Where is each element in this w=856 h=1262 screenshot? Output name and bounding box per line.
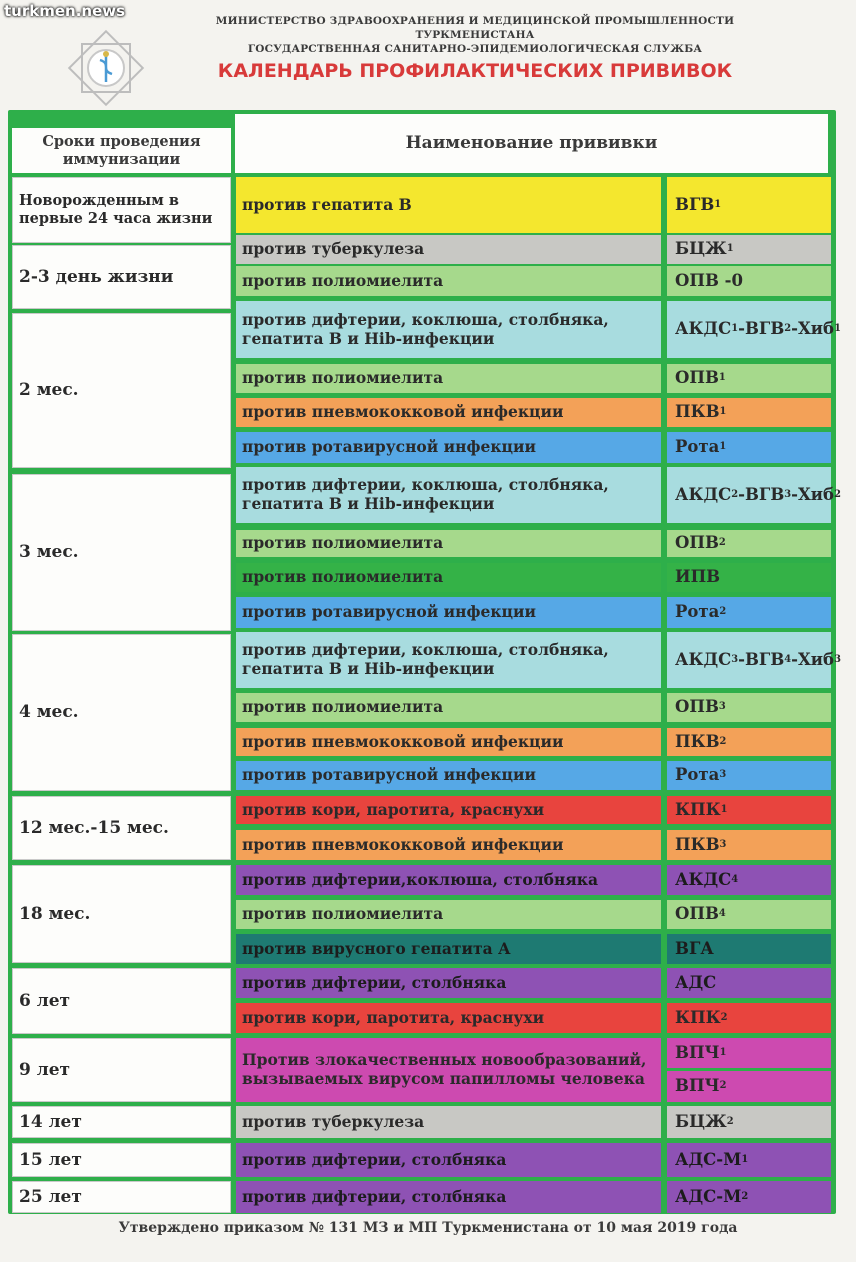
vaccine-name-cell: против полиомиелита (236, 266, 661, 296)
vaccine-name-cell: против дифтерии, столбняка (236, 968, 661, 998)
vaccine-name-cell: против дифтерии, коклюша, столбняка, гепатита В и Hib-инфекции (236, 632, 661, 688)
vaccine-code-cell: ОПВ 3 (667, 693, 831, 722)
vaccine-code-cell: АКДС 2 -ВГВ 3 -Хиб 2 (667, 467, 831, 523)
vaccine-name-cell: против полиомиелита (236, 563, 661, 592)
term-cell: 25 лет (12, 1181, 231, 1213)
vaccine-name-cell: против полиомиелита (236, 693, 661, 722)
term-cell: 4 мес. (12, 634, 231, 791)
vaccine-name-cell: против дифтерии, коклюша, столбняка, гепатита В и Hib-инфекции (236, 301, 661, 358)
vaccine-code-cell: ВГВ 1 (667, 177, 831, 233)
vaccine-name-cell: против дифтерии, коклюша, столбняка, гепатита В и Hib-инфекции (236, 467, 661, 523)
vaccine-name-cell: против полиомиелита (236, 364, 661, 393)
vaccine-code-cell: АКДС 3 -ВГВ 4 -Хиб 3 (667, 632, 831, 688)
vaccine-code-cell: ВГА (667, 934, 831, 964)
term-cell: 15 лет (12, 1143, 231, 1177)
vaccine-code-cell: КПК 1 (667, 796, 831, 824)
vaccine-name-cell: против вирусного гепатита А (236, 934, 661, 964)
vaccine-code-cell: АДС (667, 968, 831, 998)
vaccine-name-cell: против ротавирусной инфекции (236, 597, 661, 628)
term-cell: 14 лет (12, 1106, 231, 1138)
ministry-line-1: МИНИСТЕРСТВО ЗДРАВООХРАНЕНИЯ И МЕДИЦИНСКОЙ ПРОМЫШЛЕННОСТИ ТУРКМЕНИСТАНА (215, 15, 735, 41)
vaccine-code-cell: БЦЖ 1 (667, 235, 831, 264)
site-watermark: turkmen.news (4, 2, 126, 20)
term-cell: 3 мес. (12, 474, 231, 631)
vaccine-code-cell: КПК 2 (667, 1003, 831, 1033)
term-cell: 2-3 день жизни (12, 245, 231, 309)
vaccine-name-cell: против кори, паротита, краснухи (236, 1003, 661, 1033)
vaccine-code-cell: ПКВ 1 (667, 398, 831, 427)
vaccine-code-cell: ОПВ 1 (667, 364, 831, 393)
approval-footer: Утверждено приказом № 131 МЗ и МП Туркменистана от 10 мая 2019 года (118, 1220, 738, 1236)
column-header-name: Наименование прививки (235, 114, 828, 173)
vaccine-name-cell: против дифтерии, столбняка (236, 1143, 661, 1177)
vaccine-code-cell: ОПВ 2 (667, 530, 831, 557)
vaccine-code-cell: ПКВ 2 (667, 728, 831, 756)
vaccine-name-cell: Против злокачественных новообразований, вызываемых вирусом папилломы человека (236, 1038, 661, 1102)
vaccine-code-cell: ОПВ -0 (667, 266, 831, 296)
vaccine-name-cell: против полиомиелита (236, 900, 661, 929)
vaccine-name-cell: против кори, паротита, краснухи (236, 796, 661, 824)
vaccine-code-cell: ПКВ 3 (667, 830, 831, 860)
vaccine-name-cell: против ротавирусной инфекции (236, 761, 661, 790)
vaccine-name-cell: против полиомиелита (236, 530, 661, 557)
vaccine-code-cell: БЦЖ 2 (667, 1106, 831, 1138)
vaccine-code-cell: ИПВ (667, 563, 831, 592)
vaccine-name-cell: против пневмококковой инфекции (236, 830, 661, 860)
vaccine-name-cell: против туберкулеза (236, 235, 661, 264)
vaccine-code-cell: ВПЧ 2 (667, 1071, 831, 1102)
vaccine-code-cell: АКДС 1 -ВГВ 2 -Хиб 1 (667, 301, 831, 358)
vaccine-code-cell: Рота 3 (667, 761, 831, 790)
vaccine-code-cell: АКДС 4 (667, 865, 831, 895)
column-header-term: Сроки проведения иммунизации (12, 128, 231, 173)
page-title: КАЛЕНДАРЬ ПРОФИЛАКТИЧЕСКИХ ПРИВИВОК (217, 60, 733, 82)
vaccine-code-cell: Рота 1 (667, 432, 831, 463)
vaccine-name-cell: против ротавирусной инфекции (236, 432, 661, 463)
term-cell: Новорожденным в первые 24 часа жизни (12, 177, 231, 243)
vaccine-name-cell: против дифтерии,коклюша, столбняка (236, 865, 661, 895)
term-cell: 12 мес.-15 мес. (12, 796, 231, 860)
term-cell: 2 мес. (12, 313, 231, 468)
term-cell: 18 мес. (12, 865, 231, 963)
vaccine-name-cell: против пневмококковой инфекции (236, 398, 661, 427)
vaccine-code-cell: АДС-М 2 (667, 1181, 831, 1213)
vaccine-code-cell: ОПВ 4 (667, 900, 831, 929)
vaccine-name-cell: против пневмококковой инфекции (236, 728, 661, 756)
vaccine-name-cell: против гепатита В (236, 177, 661, 233)
ministry-line-2: ГОСУДАРСТВЕННАЯ САНИТАРНО-ЭПИДЕМИОЛОГИЧЕСКАЯ СЛУЖБА (247, 43, 703, 55)
vaccine-code-cell: Рота 2 (667, 597, 831, 628)
term-cell: 9 лет (12, 1038, 231, 1102)
vaccine-name-cell: против туберкулеза (236, 1106, 661, 1138)
vaccine-code-cell: ВПЧ 1 (667, 1038, 831, 1068)
vaccine-name-cell: против дифтерии, столбняка (236, 1181, 661, 1213)
vaccine-code-cell: АДС-М 1 (667, 1143, 831, 1177)
ministry-header (160, 14, 790, 56)
term-cell: 6 лет (12, 968, 231, 1034)
emblem-icon (60, 26, 152, 114)
